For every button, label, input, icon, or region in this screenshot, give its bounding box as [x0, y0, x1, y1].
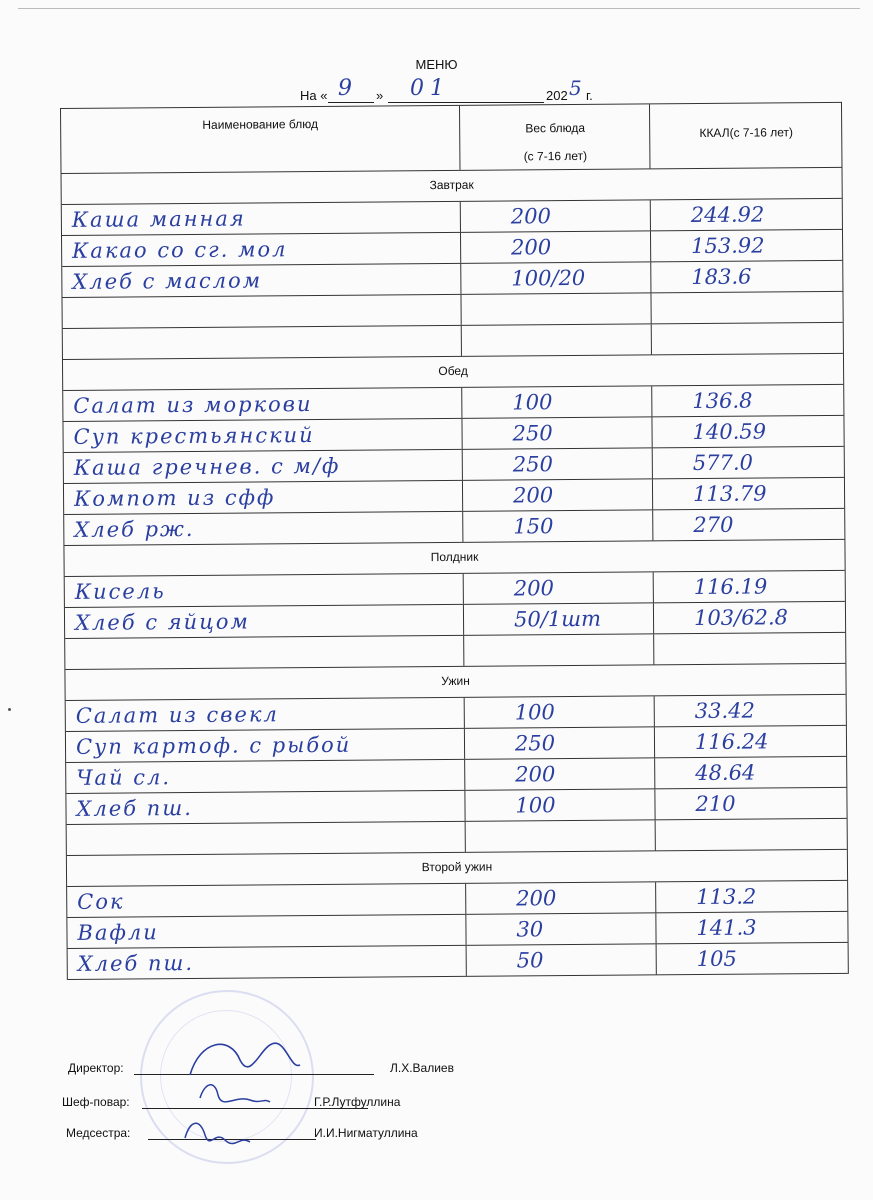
col-weight-subheader: (с 7-16 лет): [523, 148, 588, 164]
dish-kcal: 270: [693, 512, 734, 538]
dish-weight: 100/20: [511, 265, 586, 291]
dish-weight: 250: [512, 421, 553, 446]
col-name-header: Наименование блюд: [202, 116, 318, 132]
dish-kcal: 113.79: [692, 481, 767, 507]
dish-kcal: 103/62.8: [693, 605, 789, 631]
dish-weight: 150: [513, 514, 554, 539]
dish-name: Салат из свекл: [75, 702, 279, 728]
date-prefix: На «: [300, 88, 328, 103]
section-header: Ужин: [65, 664, 845, 701]
dish-name: Каша гречнев. с м/ф: [73, 453, 341, 480]
dish-weight: 30: [516, 917, 544, 942]
dish-weight: 200: [513, 576, 554, 601]
dish-name: Суп картоф. с рыбой: [75, 732, 352, 759]
dish-name: Сок: [77, 889, 125, 914]
dish-kcal: 105: [696, 946, 737, 972]
section-header: Второй ужин: [67, 850, 847, 887]
dish-kcal: 140.59: [692, 419, 767, 445]
dish-name: Хлеб с маслом: [72, 268, 263, 294]
dish-name: Каша манная: [71, 206, 246, 232]
dish-weight: 100: [514, 700, 555, 725]
dish-name: Компот из сфф: [73, 485, 276, 511]
signature-director: Директор: Л.Х.Валиев: [68, 1061, 454, 1075]
dish-kcal: 153.92: [691, 233, 765, 259]
dish-name: Хлеб рж.: [74, 516, 195, 542]
signature-chef: Шеф-повар: Г.Р.Лутфуллина: [62, 1095, 401, 1109]
date-year-digit: 5: [569, 76, 582, 100]
dish-weight: 100: [512, 390, 553, 415]
date-month: 01: [410, 76, 450, 101]
dish-weight: 200: [515, 762, 556, 787]
dish-kcal: 33.42: [694, 698, 755, 724]
dish-name: Вафли: [77, 920, 159, 945]
dish-weight: 250: [514, 731, 556, 756]
dish-name: Хлеб пш.: [77, 950, 195, 976]
dish-weight: 200: [512, 483, 554, 508]
dish-name: Чай сл.: [76, 765, 172, 790]
dish-weight: 200: [510, 204, 552, 229]
dish-name: Салат из моркови: [73, 392, 313, 418]
dish-kcal: 577.0: [692, 450, 754, 476]
page-title: МЕНЮ: [415, 57, 458, 72]
dish-kcal: 136.8: [692, 388, 753, 414]
dish-name: Суп крестьянский: [73, 423, 315, 449]
dish-kcal: 141.3: [696, 915, 757, 941]
section-header: Полдник: [64, 540, 844, 577]
dish-weight: 200: [516, 886, 557, 911]
dish-weight: 250: [512, 452, 554, 477]
dish-name: Хлеб пш.: [76, 795, 193, 821]
dish-weight: 200: [511, 235, 552, 260]
dish-weight: 50: [516, 948, 544, 973]
date-suffix: г.: [586, 88, 593, 103]
dish-name: Хлеб с яйцом: [74, 609, 250, 635]
dish-weight: 50/1шт: [513, 606, 602, 632]
dish-name: Кисель: [74, 579, 166, 604]
dish-kcal: 113.2: [696, 884, 757, 910]
section-header: Завтрак: [62, 168, 842, 205]
dish-kcal: 48.64: [695, 760, 756, 786]
col-kcal-header: ККАЛ(с 7-16 лет): [699, 125, 794, 140]
section-header: Обед: [63, 354, 843, 391]
dish-name: Какао со сг. мол: [72, 237, 288, 263]
dish-kcal: 116.24: [694, 729, 769, 755]
date-mid: »: [376, 88, 384, 103]
date-year-prefix: 202: [546, 88, 568, 103]
dish-kcal: 116.19: [693, 574, 768, 600]
date-day: 9: [338, 76, 352, 101]
dish-kcal: 183.6: [691, 264, 752, 290]
dish-kcal: 244.92: [690, 202, 765, 228]
col-weight-header: Вес блюда: [525, 120, 586, 136]
signature-nurse: Медсестра: И.И.Нигматуллина: [66, 1126, 418, 1140]
dish-weight: 100: [515, 793, 556, 818]
dish-kcal: 210: [695, 791, 736, 817]
